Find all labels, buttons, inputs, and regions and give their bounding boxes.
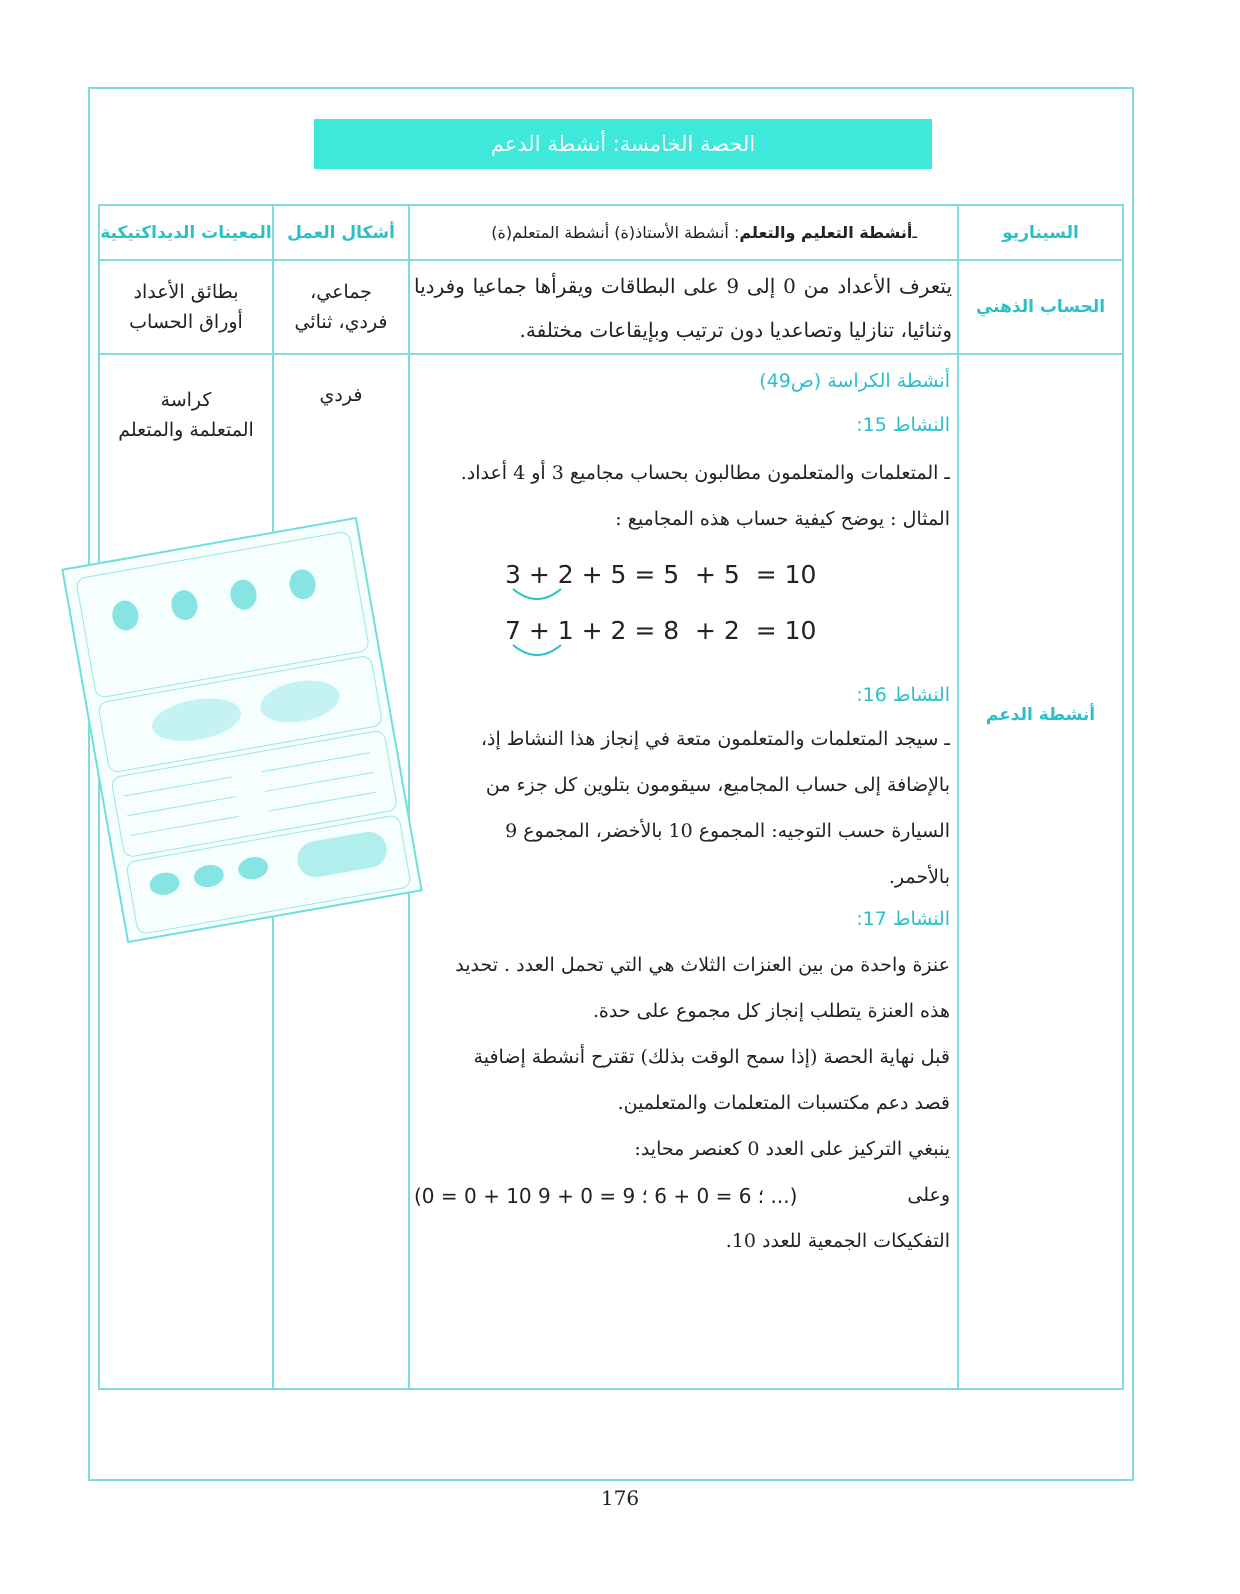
row-divider — [98, 353, 1124, 355]
support-materials-line2: المتعلمة والمتعلم — [118, 419, 254, 441]
extra-line5: التفكيكات الجمعية للعدد 10. — [725, 1230, 950, 1252]
mental-materials-line1: بطائق الأعداد — [133, 281, 239, 303]
workbook-heading: أنشطة الكراسة (ص49) — [759, 370, 950, 392]
extra-line1: قبل نهاية الحصة (إذا سمح الوقت بذلك) تقترح أنشطة إضافية — [473, 1046, 950, 1068]
neutral-zero-examples: (0 = 0 + 10 ؛ 6 = 0 + 6 ؛ 9 = 0 + 9 ...) — [414, 1184, 798, 1208]
extra-line4-word: وعلى — [907, 1184, 950, 1206]
session-title: الحصة الخامسة: أنشطة الدعم — [314, 119, 932, 169]
header-materials: المعينات الديداكتيكية — [100, 222, 272, 243]
header-work-forms: أشكال العمل — [287, 222, 395, 243]
mental-work-line2: فردي، ثنائي — [294, 311, 388, 333]
activity-16-line3: السيارة حسب التوجيه: المجموع 10 بالأخضر، المجموع 9 — [505, 820, 950, 842]
example-equation-2: 7 + 1 + 2 = 8 + 2 = 10 — [505, 616, 817, 645]
header-activities — [410, 206, 957, 259]
activity-16-line2: بالإضافة إلى حساب المجاميع، سيقومون بتلوين كل جزء من — [485, 774, 950, 796]
extra-line3: ينبغي التركيز على العدد 0 كعنصر محايد: — [634, 1138, 950, 1160]
row-label-support: أنشطة الدعم — [985, 705, 1096, 725]
activity-16-line4: بالأحمر. — [888, 866, 950, 888]
example-equation-1: 3 + 2 + 5 = 5 + 5 = 10 — [505, 560, 817, 589]
mental-materials — [100, 261, 272, 353]
header-activities-rest: : أنشطة الأستاذ(ة) أنشطة المتعلم(ة) — [491, 223, 740, 242]
activity-15-title: النشاط 15: — [856, 414, 950, 436]
extra-line2: قصد دعم مكتسبات المتعلمات والمتعلمين. — [617, 1092, 950, 1114]
grouping-arc-1 — [513, 589, 561, 599]
header-activities-bold: أنشطة التعليم والتعلم — [739, 223, 913, 242]
mental-work-forms — [274, 261, 408, 353]
activity-15-line1: ـ المتعلمات والمتعلمون مطالبون بحساب مجاميع 3 أو 4 أعداد. — [460, 462, 950, 484]
activity-17-title: النشاط 17: — [856, 908, 950, 930]
activity-16-line1: ـ سيجد المتعلمات والمتعلمون متعة في إنجاز هذا النشاط إذ، — [480, 728, 950, 750]
mental-work-line1: جماعي، — [310, 281, 372, 303]
grouping-arc-2 — [513, 645, 561, 655]
column-divider — [408, 204, 410, 1390]
column-divider — [957, 204, 959, 1390]
mental-math-description: يتعرف الأعداد من 0 إلى 9 على البطاقات ويقرأها جماعيا وفرديا وثنائيا، تنازليا وتصاعديا دون ترتيب وبإيقاعات مختلفة. — [414, 274, 953, 342]
activity-17-line1: عنزة واحدة من بين العنزات الثلاث هي التي تحمل العدد . تحديد — [455, 954, 950, 976]
support-work-forms: فردي — [319, 384, 363, 406]
row-label-mental-math: الحساب الذهني — [975, 297, 1106, 317]
activity-16-title: النشاط 16: — [856, 684, 950, 706]
header-activities-prefix: ـ — [912, 223, 917, 242]
support-materials — [100, 380, 272, 450]
activity-17-line2: هذه العنزة يتطلب إنجاز كل مجموع على حدة. — [592, 1000, 950, 1022]
support-materials-line1: كراسة — [160, 389, 212, 411]
activity-15-line2: المثال : يوضح كيفية حساب هذه المجاميع : — [615, 508, 950, 530]
header-scenario: السيناريو — [1002, 222, 1079, 243]
mental-materials-line2: أوراق الحساب — [129, 311, 243, 333]
grouping-arcs — [505, 585, 575, 665]
page-number: 176 — [600, 1486, 640, 1510]
